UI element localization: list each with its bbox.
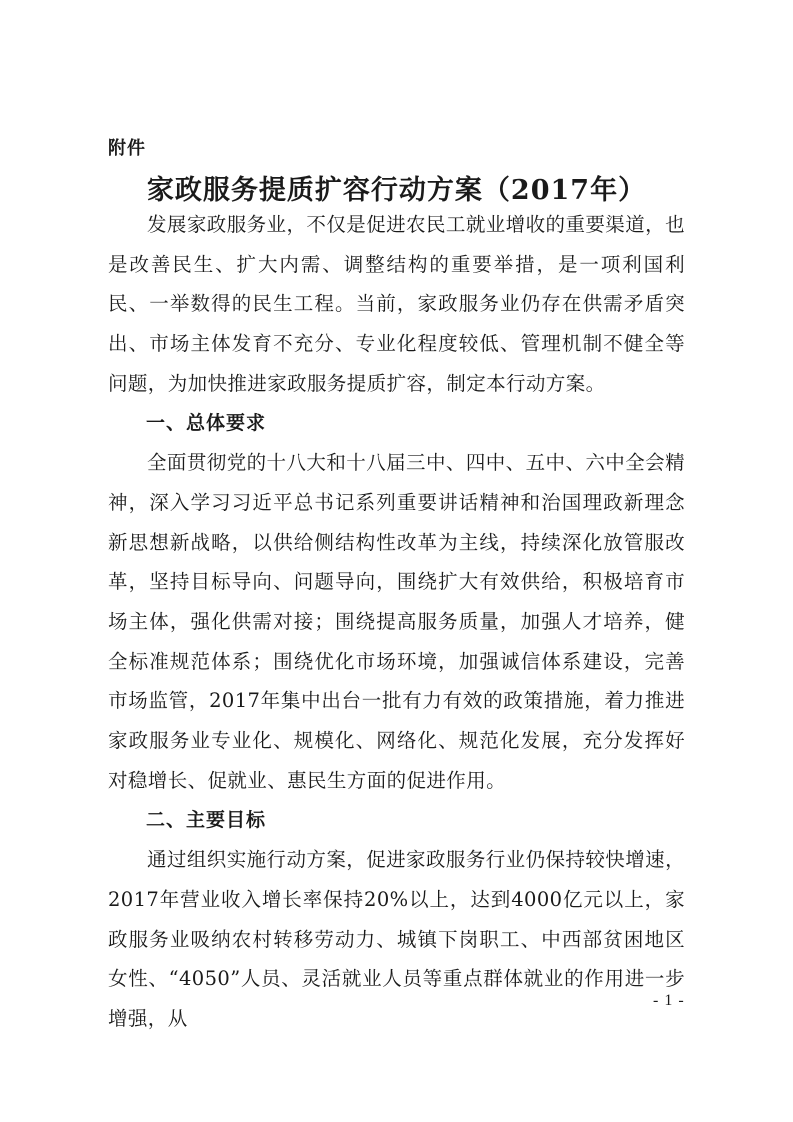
page-number: - 1 - — [653, 992, 685, 1009]
heading-general-requirements: 一、总体要求 — [146, 411, 267, 434]
attachment-label: 附件 — [108, 138, 146, 159]
heading-main-goals: 二、主要目标 — [146, 808, 267, 831]
paragraph-main-goals: 通过组织实施行动方案，促进家政服务行业仍保持较快增速，2017年营业收入增长率保持20%以上，达到4000亿元以上，家政服务业吸纳农村转移劳动力、城镇下岗职工、中西部贫困地区女性、“4050”人员、灵活就业人员等重点群体就业的作用进一步增强，从 — [108, 848, 685, 1031]
paragraph-general-requirements: 全面贯彻党的十八大和十八届三中、四中、五中、六中全会精神，深入学习习近平总书记系列重要讲话精神和治国理政新理念新思想新战略，以供给侧结构性改革为主线，持续深化放管服改革，坚持目标导向、问题导向，围绕扩大有效供给，积极培育市场主体，强化供需对接；围绕提高服务质量，加强人才培养，健全标准规范体系；围绕优化市场环境，加强诚信体系建设，完善市场监管，2017年集中出台一批有力有效的政策措施，着力推进家政服务业专业化、规模化、网络化、规范化发展，充分发挥好对稳增长、促就业、惠民生方面的促进作用。 — [108, 451, 685, 792]
document-title: 家政服务提质扩容行动方案（2017年） — [146, 175, 647, 206]
document-body — [108, 205, 685, 1039]
paragraph-intro: 发展家政服务业，不仅是促进农民工就业增收的重要渠道，也是改善民生、扩大内需、调整结构的重要举措，是一项利国利民、一举数得的民生工程。当前，家政服务业仍存在供需矛盾突出、市场主体发育不充分、专业化程度较低、管理机制不健全等问题，为加快推进家政服务提质扩容，制定本行动方案。 — [108, 213, 685, 395]
